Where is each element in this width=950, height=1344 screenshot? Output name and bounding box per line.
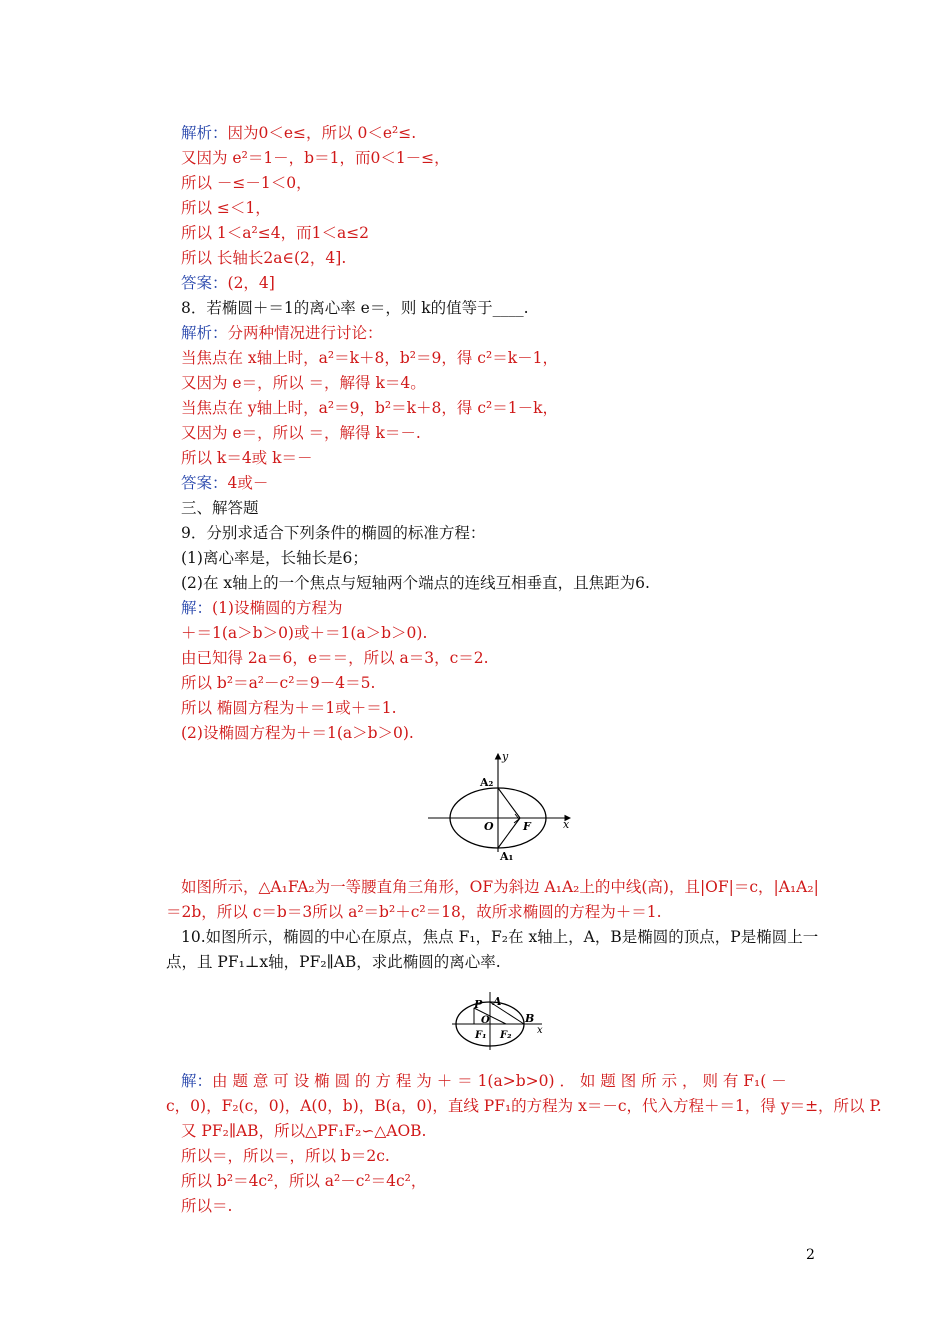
p-label: P — [474, 998, 483, 1011]
line-26: 如图所示，△A₁FA₂为一等腰直角三角形，OF为斜边 A₁A₂上的中线(高)，且|OF|＝c，|A₁A₂| — [181, 878, 819, 896]
f-label: F — [523, 820, 531, 833]
line-1: 解析：因为0＜e≤，所以 0＜e²≤. — [181, 124, 417, 142]
line-5: 所以 1＜a²≤4，而1＜a≤2 — [181, 224, 370, 242]
f1-label: F₁ — [475, 1030, 487, 1041]
line-31: c，0)，F₂(c，0)，A(0，b)，B(a，0)，直线 PF₁的方程为 x＝－c，代入方程＋＝1，得 y＝±，所以 P. — [166, 1097, 882, 1115]
x-label: x — [537, 1025, 543, 1036]
line-32: 又 PF₂∥AB，所以△PF₁F₂∽△AOB. — [181, 1122, 427, 1140]
line-10: 当焦点在 x轴上时，a²＝k＋8，b²＝9，得 c²＝k－1， — [181, 349, 558, 367]
x-label: x — [563, 818, 570, 831]
question-9-part-2: (2)在 x轴上的一个焦点与短轴两个端点的连线互相垂直，且焦距为6. — [181, 574, 650, 592]
a1-label: A₁ — [500, 850, 514, 863]
line-2: 又因为 e²＝1－，b＝1，而0＜1－≤， — [181, 149, 450, 167]
answer-8: 答案：4或－ — [181, 474, 269, 492]
question-8: 8．若椭圆＋＝1的离心率 e＝，则 k的值等于____. — [181, 299, 529, 317]
ellipse-figure-2 — [448, 978, 548, 1054]
analysis-label: 解析： — [181, 124, 228, 142]
line-25: (2)设椭圆方程为＋＝1(a＞b＞0). — [181, 724, 414, 742]
line-6: 所以 长轴长2a∈(2，4]. — [181, 249, 347, 267]
a2-label: A₂ — [480, 776, 494, 789]
line-9: 解析：分两种情况进行讨论： — [181, 324, 383, 342]
o-label: O — [481, 1015, 490, 1026]
page-number: 2 — [806, 1247, 815, 1263]
ellipse-figure-1 — [420, 748, 580, 866]
line-34: 所以 b²＝4c²，所以 a²－c²＝4c²， — [181, 1172, 427, 1190]
line-12: 当焦点在 y轴上时，a²＝9，b²＝k＋8，得 c²＝1－k， — [181, 399, 558, 417]
question-9: 9．分别求适合下列条件的椭圆的标准方程： — [181, 524, 486, 542]
solution-label: 解： — [181, 1072, 213, 1090]
segment-a2-f — [498, 788, 520, 818]
line-13: 又因为 e＝，所以 ＝，解得 k＝－. — [181, 424, 421, 442]
answer-7: 答案：(2，4] — [181, 274, 275, 292]
line-14: 所以 k＝4或 k＝－ — [181, 449, 313, 467]
a-label: A — [493, 995, 502, 1008]
segment-a1-f — [498, 818, 520, 848]
b-label: B — [525, 1012, 535, 1025]
line-27: ＝2b，所以 c＝b＝3所以 a²＝b²＋c²＝18，故所求椭圆的方程为＋＝1. — [166, 903, 662, 921]
o-label: O — [484, 820, 494, 833]
line-3: 所以 －≤－1＜0， — [181, 174, 312, 192]
line-23: 所以 b²＝a²－c²＝9－4＝5. — [181, 674, 376, 692]
line-21: ＋＝1(a＞b＞0)或＋＝1(a＞b＞0). — [181, 624, 428, 642]
y-label: y — [502, 750, 509, 763]
answer-label: 答案： — [181, 474, 228, 492]
line-35: 所以＝. — [181, 1197, 233, 1215]
f2-label: F₂ — [500, 1030, 512, 1041]
line-11: 又因为 e＝，所以 ＝，解得 k＝4。 — [181, 374, 426, 392]
question-10-line-2: 点，且 PF₁⊥x轴，PF₂∥AB，求此椭圆的离心率. — [166, 953, 501, 971]
section-heading: 三、解答题 — [181, 499, 259, 517]
question-10-line-1: 10.如图所示，椭圆的中心在原点，焦点 F₁，F₂在 x轴上，A，B是椭圆的顶点，P是椭圆上一 — [181, 928, 819, 946]
line-30: 解：由 题 意 可 设 椭 圆 的 方 程 为 ＋ ＝ 1(a>b>0) ． 如 题 图 所 示 ， 则 有 F₁( － — [181, 1072, 787, 1090]
solution-label: 解： — [181, 599, 213, 617]
line-22: 由已知得 2a＝6，e＝＝，所以 a＝3，c＝2. — [181, 649, 489, 667]
analysis-label: 解析： — [181, 324, 228, 342]
question-9-part-1: (1)离心率是，长轴长是6； — [181, 549, 368, 567]
line-24: 所以 椭圆方程为＋＝1或＋＝1. — [181, 699, 397, 717]
line-33: 所以＝，所以＝，所以 b＝2c. — [181, 1147, 390, 1165]
answer-label: 答案： — [181, 274, 228, 292]
line-4: 所以 ≤＜1， — [181, 199, 271, 217]
line-20: 解：(1)设椭圆的方程为 — [181, 599, 343, 617]
